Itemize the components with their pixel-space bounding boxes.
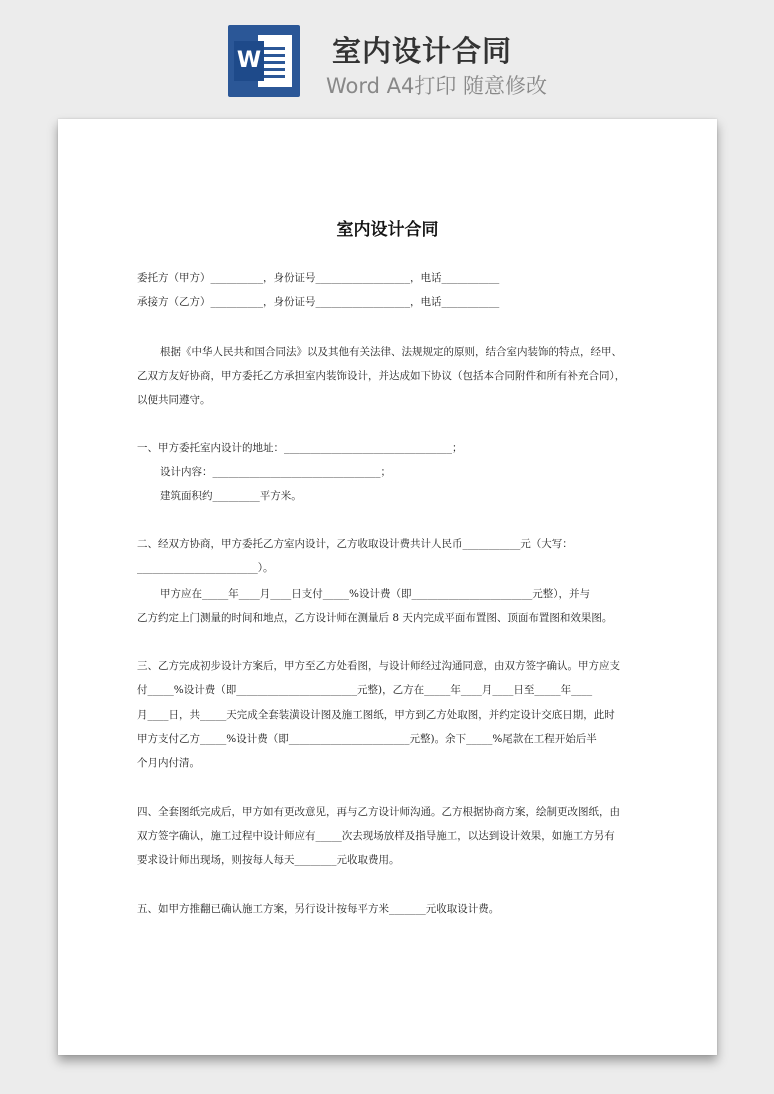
preamble-line: 根据《中华人民共和国合同法》以及其他有关法律、法规规定的原则，结合室内装饰的特点，经甲、 [160,346,622,358]
clause-4-line: 要求设计师出现场，则按每人每天________元收取费用。 [137,854,400,866]
clause-2-line: _______________________）。 [137,562,274,574]
clause-3-line: 甲方支付乙方_____%设计费（即_______________________元整)。余下_____%尾款在工程开始后半 [137,733,597,745]
preamble-line: 以便共同遵守。 [137,394,211,406]
party-b-line: 承接方（乙方）__________，身份证号__________________，电话___________ [137,296,500,308]
document-page [58,119,717,1055]
clause-1-line: 建筑面积约_________平方米。 [160,490,302,502]
clause-4-line: 四、全套图纸完成后，甲方如有更改意见，再与乙方设计师沟通。乙方根据协商方案，绘制更改图纸，由 [137,806,620,818]
clause-1-line: 设计内容：________________________________； [160,466,391,478]
document-title: 室内设计合同 [336,220,439,240]
header-title: 室内设计合同 [332,34,513,68]
word-icon-letter: W [234,41,264,81]
clause-2-line: 二、经双方协商，甲方委托乙方室内设计，乙方收取设计费共计人民币___________元（大写： [137,538,573,550]
clause-3-line: 个月内付清。 [137,757,200,769]
clause-2-line: 甲方应在_____年____月____日支付_____%设计费（即_______________________元整），并与 [160,588,590,600]
clause-5-line: 五、如甲方推翻已确认施工方案，另行设计按每平方米_______元收取设计费。 [137,903,500,915]
clause-3-line: 付_____%设计费（即_______________________元整)，乙方在_____年____月____日至_____年____ [137,684,593,696]
clause-3-line: 三、乙方完成初步设计方案后，甲方至乙方处看图，与设计师经过沟通同意，由双方签字确认。甲方应支 [137,660,620,672]
clause-1-line: 一、甲方委托室内设计的地址：________________________________； [137,442,463,454]
party-a-line: 委托方（甲方）__________，身份证号__________________，电话___________ [137,272,500,284]
clause-4-line: 双方签字确认，施工过程中设计师应有_____次去现场放样及指导施工，以达到设计效果，如施工方另有 [137,830,615,842]
word-icon [228,25,300,97]
header-banner [0,0,774,112]
clause-3-line: 月____日，共_____天完成全套装潢设计图及施工图纸，甲方到乙方处取图，并约定设计交底日期，此时 [137,709,615,721]
watermark [91,559,113,586]
header-subtitle: Word A4打印 随意修改 [326,74,548,98]
clause-2-line: 乙方约定上门测量的时间和地点，乙方设计师在测量后 8 天内完成平面布置图、顶面布置图和效果图。 [137,612,613,624]
preamble-line: 乙双方友好协商，甲方委托乙方承担室内装饰设计，并达成如下协议（包括本合同附件和所有补充合同）， [137,370,626,382]
